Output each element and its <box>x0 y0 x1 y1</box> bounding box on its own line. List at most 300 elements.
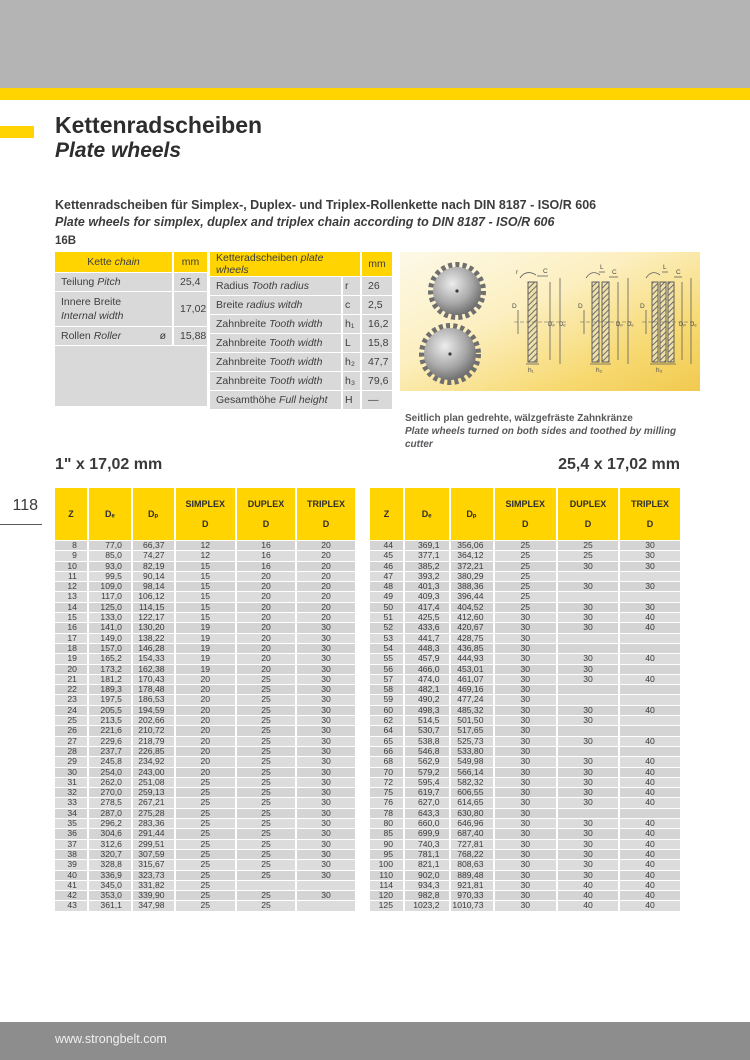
svg-text:L: L <box>600 264 604 271</box>
col-header-simplex: SIMPLEX D <box>495 488 557 540</box>
table-row <box>55 603 355 612</box>
table-cell: 30 <box>495 613 557 622</box>
table-cell: 25 <box>237 737 295 746</box>
table-cell: 30 <box>297 695 355 704</box>
page-title-en: Plate wheels <box>55 139 182 162</box>
table-row <box>55 726 355 735</box>
table-cell: 20 <box>237 582 295 591</box>
table-cell: 643,3 <box>405 809 449 818</box>
table-cell: 30 <box>495 644 557 653</box>
table-cell: 25 <box>558 551 618 560</box>
table-cell: 970,33 <box>451 891 493 900</box>
table-cell: 58 <box>370 685 403 694</box>
table-cell: 25 <box>176 788 235 797</box>
table-row <box>370 737 680 746</box>
table-row <box>370 675 680 684</box>
table-cell: 15 <box>176 562 235 571</box>
table-cell: 34 <box>55 809 87 818</box>
table-cell: 31 <box>55 778 87 787</box>
table-cell: 25 <box>176 778 235 787</box>
table-cell: 251,08 <box>133 778 174 787</box>
table-row <box>55 327 207 345</box>
table-row <box>370 809 680 818</box>
table-cell: 80 <box>370 819 403 828</box>
table-row <box>370 706 680 715</box>
table-cell: 345,0 <box>89 881 131 890</box>
table-cell: 30 <box>495 665 557 674</box>
table-cell: 229,6 <box>89 737 131 746</box>
col-header-triplex: TRIPLEX D <box>620 488 680 540</box>
spec-value: 25,4 <box>174 273 207 291</box>
table-row <box>370 603 680 612</box>
table-cell: 40 <box>620 891 680 900</box>
section-title-left: 1" x 17,02 mm <box>55 456 163 473</box>
table-cell: 477,24 <box>451 695 493 704</box>
table-cell: 30 <box>495 881 557 890</box>
table-cell: 562,9 <box>405 757 449 766</box>
table-cell: 149,0 <box>89 634 131 643</box>
table-cell: 20 <box>297 582 355 591</box>
table-row <box>370 788 680 797</box>
table-cell: 33 <box>55 798 87 807</box>
table-row <box>370 613 680 622</box>
table-cell: 20 <box>55 665 87 674</box>
spec-symbol: h₃ <box>343 372 360 390</box>
table-cell: 30 <box>495 860 557 869</box>
table-row <box>370 768 680 777</box>
table-cell: 170,43 <box>133 675 174 684</box>
table-cell: 20 <box>237 592 295 601</box>
spec-label: Radius Tooth radius <box>210 277 341 295</box>
table-cell: 14 <box>55 603 87 612</box>
table-row <box>55 788 355 797</box>
table-cell: 30 <box>558 716 618 725</box>
col-header-z: Z <box>55 488 87 540</box>
table-cell: 57 <box>370 675 403 684</box>
table-row <box>370 623 680 632</box>
table-row <box>370 901 680 910</box>
table-cell: 40 <box>620 860 680 869</box>
table-cell: 614,65 <box>451 798 493 807</box>
table-cell: 699,9 <box>405 829 449 838</box>
table-cell: 448,3 <box>405 644 449 653</box>
col-header-z: Z <box>370 488 403 540</box>
spec-label: Zahnbreite Tooth width <box>210 315 341 333</box>
figure-caption-en: Plate wheels turned on both sides and toothed by milling cutter <box>405 426 677 450</box>
table-cell: 30 <box>297 788 355 797</box>
table-cell: 20 <box>237 654 295 663</box>
table-cell: 982,8 <box>405 891 449 900</box>
col-header-duplex: DUPLEX D <box>558 488 618 540</box>
table-row <box>55 768 355 777</box>
table-cell: 727,81 <box>451 840 493 849</box>
table-cell: 125,0 <box>89 603 131 612</box>
table-cell: 205,5 <box>89 706 131 715</box>
table-cell: 32 <box>55 788 87 797</box>
table-cell: 347,98 <box>133 901 174 910</box>
table-cell: 40 <box>620 675 680 684</box>
table-cell: 60 <box>370 706 403 715</box>
table-cell: 30 <box>297 850 355 859</box>
table-cell: 25 <box>176 829 235 838</box>
table-cell: 133,0 <box>89 613 131 622</box>
table-cell: 38 <box>55 850 87 859</box>
table-cell: 40 <box>620 901 680 910</box>
table-cell: 95 <box>370 850 403 859</box>
table-cell: 25 <box>176 850 235 859</box>
table-row <box>55 623 355 632</box>
table-cell: 42 <box>55 891 87 900</box>
table-cell: 30 <box>495 809 557 818</box>
table-row <box>370 757 680 766</box>
table-cell: 30 <box>558 562 618 571</box>
table-cell: 40 <box>620 757 680 766</box>
table-cell: 30 <box>495 901 557 910</box>
wheel-spec-table <box>208 251 394 410</box>
table-cell <box>558 685 618 694</box>
table-cell: 49 <box>370 592 403 601</box>
table-cell: 821,1 <box>405 860 449 869</box>
table-cell <box>620 665 680 674</box>
table-row <box>55 582 355 591</box>
spec-value: 26 <box>362 277 392 295</box>
table-row <box>370 840 680 849</box>
table-cell: 28 <box>55 747 87 756</box>
table-cell: 517,65 <box>451 726 493 735</box>
table-row <box>55 809 355 818</box>
table-cell: 582,32 <box>451 778 493 787</box>
table-cell: 30 <box>297 634 355 643</box>
table-cell: 25 <box>237 850 295 859</box>
table-cell: 53 <box>370 634 403 643</box>
table-cell: 20 <box>297 572 355 581</box>
table-cell: 356,06 <box>451 541 493 550</box>
table-cell: 25 <box>495 541 557 550</box>
table-cell: 30 <box>297 829 355 838</box>
page-title-de: Kettenradscheiben <box>55 112 263 138</box>
table-row <box>370 716 680 725</box>
table-cell: 40 <box>620 768 680 777</box>
table-cell: 24 <box>55 706 87 715</box>
table-cell: 20 <box>176 726 235 735</box>
table-cell: 30 <box>297 665 355 674</box>
table-cell: 25 <box>237 726 295 735</box>
table-cell: 20 <box>176 737 235 746</box>
table-cell: 93,0 <box>89 562 131 571</box>
table-cell: 466,0 <box>405 665 449 674</box>
table-cell: 48 <box>370 582 403 591</box>
table-cell: 393,2 <box>405 572 449 581</box>
table-cell: 221,6 <box>89 726 131 735</box>
chain-size-code: 16B <box>55 235 77 247</box>
table-cell: 30 <box>297 891 355 900</box>
table-cell: 100 <box>370 860 403 869</box>
table-cell: 30 <box>297 623 355 632</box>
table-cell: 90,14 <box>133 572 174 581</box>
table-cell <box>620 747 680 756</box>
table-cell <box>620 716 680 725</box>
table-cell <box>620 726 680 735</box>
table-cell: 15 <box>55 613 87 622</box>
table-cell: 25 <box>558 541 618 550</box>
table-cell: 25 <box>237 798 295 807</box>
table-row <box>55 592 355 601</box>
table-row <box>370 726 680 735</box>
table-cell: 40 <box>620 850 680 859</box>
table-cell: 30 <box>558 582 618 591</box>
table-cell: 30 <box>297 819 355 828</box>
table-cell: 30 <box>558 665 618 674</box>
table-cell: 30 <box>558 623 618 632</box>
footer-band <box>0 1022 750 1060</box>
svg-text:C: C <box>676 269 681 276</box>
table-cell: 30 <box>558 737 618 746</box>
table-cell: 30 <box>495 675 557 684</box>
table-cell: 25 <box>237 860 295 869</box>
table-row <box>55 654 355 663</box>
table-cell: 453,01 <box>451 665 493 674</box>
svg-text:D: D <box>512 303 517 310</box>
table-cell: 1023,2 <box>405 901 449 910</box>
table-cell: 66 <box>370 747 403 756</box>
table-cell: 106,12 <box>133 592 174 601</box>
svg-text:Dₚ: Dₚ <box>679 322 686 328</box>
wheel-title-en: plate wheels <box>216 252 324 276</box>
col-header-duplex: DUPLEX D <box>237 488 295 540</box>
table-cell: 409,3 <box>405 592 449 601</box>
table-row <box>55 346 207 406</box>
table-cell: 162,38 <box>133 665 174 674</box>
table-cell: 30 <box>297 768 355 777</box>
table-cell: 44 <box>370 541 403 550</box>
table-cell: 364,12 <box>451 551 493 560</box>
dimension-table-left <box>53 487 357 912</box>
svg-text:Dₑ: Dₑ <box>690 322 697 328</box>
spec-value: 17,02 <box>174 292 207 326</box>
table-cell: 336,9 <box>89 871 131 880</box>
table-cell: 11 <box>55 572 87 581</box>
table-cell: 619,7 <box>405 788 449 797</box>
table-cell: 30 <box>558 840 618 849</box>
table-cell: 39 <box>55 860 87 869</box>
table-cell: 19 <box>176 634 235 643</box>
table-cell: 18 <box>55 644 87 653</box>
table-cell: 25 <box>495 603 557 612</box>
spec-value: 15,88 <box>174 327 207 345</box>
table-cell: 30 <box>620 582 680 591</box>
triplex-drawing <box>640 264 697 374</box>
table-cell: 70 <box>370 768 403 777</box>
table-row <box>55 850 355 859</box>
table-cell: 30 <box>620 551 680 560</box>
table-cell: 401,3 <box>405 582 449 591</box>
table-cell: 20 <box>297 613 355 622</box>
table-cell: 186,53 <box>133 695 174 704</box>
table-cell: 72 <box>370 778 403 787</box>
table-cell: 30 <box>297 840 355 849</box>
table-cell: 20 <box>176 716 235 725</box>
table-row <box>370 685 680 694</box>
spec-value: 79,6 <box>362 372 392 390</box>
spec-symbol: c <box>343 296 360 314</box>
table-cell: 40 <box>620 798 680 807</box>
table-cell: 30 <box>558 798 618 807</box>
table-cell: 372,21 <box>451 562 493 571</box>
table-cell: 47 <box>370 572 403 581</box>
table-cell: 40 <box>620 654 680 663</box>
svg-text:Dₚ: Dₚ <box>616 322 623 328</box>
table-cell: 12 <box>176 541 235 550</box>
intro-text <box>55 197 596 231</box>
table-cell: 30 <box>558 654 618 663</box>
table-header-row <box>55 252 207 272</box>
table-cell: 25 <box>237 901 295 910</box>
spec-label: Gesamthöhe Full height <box>210 391 341 409</box>
table-cell: 283,36 <box>133 819 174 828</box>
table-row <box>55 737 355 746</box>
table-cell: 125 <box>370 901 403 910</box>
table-cell: 40 <box>620 778 680 787</box>
table-cell: 25 <box>495 592 557 601</box>
table-cell: 46 <box>370 562 403 571</box>
table-cell: 30 <box>297 809 355 818</box>
table-row <box>55 695 355 704</box>
table-cell: 25 <box>176 860 235 869</box>
table-cell: 30 <box>297 654 355 663</box>
table-cell: 90 <box>370 840 403 849</box>
table-cell: 417,4 <box>405 603 449 612</box>
table-cell: 30 <box>297 757 355 766</box>
spec-value: — <box>362 391 392 409</box>
table-cell: 16 <box>237 541 295 550</box>
table-cell: 369,1 <box>405 541 449 550</box>
table-cell: 30 <box>495 737 557 746</box>
table-cell: 66,37 <box>133 541 174 550</box>
table-cell: 19 <box>176 654 235 663</box>
table-cell: 30 <box>297 747 355 756</box>
table-cell: 323,73 <box>133 871 174 880</box>
table-cell: 262,0 <box>89 778 131 787</box>
col-header-dp: Dₚ <box>133 488 174 540</box>
sprocket-photo-bottom <box>422 326 478 382</box>
table-cell: 30 <box>558 819 618 828</box>
table-row <box>55 798 355 807</box>
table-cell: 25 <box>237 871 295 880</box>
table-cell: 25 <box>237 716 295 725</box>
figure-caption-de: Seitlich plan gedrehte, wälzgefräste Zahnkränze <box>405 413 633 424</box>
table-cell: 30 <box>495 891 557 900</box>
dimension-table-right <box>368 487 682 912</box>
table-cell: 25 <box>237 778 295 787</box>
table-cell: 30 <box>558 778 618 787</box>
table-cell <box>558 634 618 643</box>
table-row <box>370 582 680 591</box>
table-cell: 110 <box>370 871 403 880</box>
table-cell: 474,0 <box>405 675 449 684</box>
table-header-row <box>210 252 392 276</box>
table-cell: 30 <box>495 778 557 787</box>
table-cell: 56 <box>370 665 403 674</box>
title-accent-bar <box>0 126 34 138</box>
table-cell: 19 <box>176 623 235 632</box>
table-cell: 40 <box>558 881 618 890</box>
table-cell: 25 <box>176 881 235 890</box>
spec-label: Innere Breite Internal width <box>55 292 172 326</box>
table-cell: 26 <box>55 726 87 735</box>
spec-value: 2,5 <box>362 296 392 314</box>
table-cell: 385,2 <box>405 562 449 571</box>
table-cell: 275,28 <box>133 809 174 818</box>
svg-text:Dₑ: Dₑ <box>559 322 566 328</box>
table-cell: 30 <box>558 706 618 715</box>
table-cell: 533,80 <box>451 747 493 756</box>
table-cell: 25 <box>237 809 295 818</box>
table-cell <box>558 809 618 818</box>
table-cell: 213,5 <box>89 716 131 725</box>
table-cell: 202,66 <box>133 716 174 725</box>
svg-text:C: C <box>543 268 548 275</box>
simplex-drawing <box>512 268 566 374</box>
table-row <box>210 372 392 390</box>
table-cell <box>558 726 618 735</box>
table-cell <box>558 572 618 581</box>
table-cell: 82,19 <box>133 562 174 571</box>
table-cell: 20 <box>176 695 235 704</box>
table-cell: 30 <box>495 716 557 725</box>
table-cell: 781,1 <box>405 850 449 859</box>
table-row <box>55 829 355 838</box>
table-cell: 30 <box>297 685 355 694</box>
table-cell: 25 <box>237 706 295 715</box>
svg-text:h₂: h₂ <box>596 367 603 374</box>
table-cell: 178,48 <box>133 685 174 694</box>
spec-label: Teilung Pitch <box>55 273 172 291</box>
table-row <box>55 685 355 694</box>
table-row <box>55 675 355 684</box>
table-cell: 165,2 <box>89 654 131 663</box>
table-cell: 40 <box>55 871 87 880</box>
table-cell: 10 <box>55 562 87 571</box>
table-cell: 20 <box>297 592 355 601</box>
svg-text:h₃: h₃ <box>656 367 663 374</box>
table-cell: 30 <box>558 860 618 869</box>
table-cell: 25 <box>176 840 235 849</box>
table-cell: 19 <box>55 654 87 663</box>
spec-symbol: h₁ <box>343 315 360 333</box>
table-cell: 20 <box>237 665 295 674</box>
table-cell: 52 <box>370 623 403 632</box>
table-cell: 312,6 <box>89 840 131 849</box>
table-row <box>55 716 355 725</box>
table-cell: 114,15 <box>133 603 174 612</box>
table-cell: 30 <box>495 829 557 838</box>
table-cell: 315,67 <box>133 860 174 869</box>
table-row <box>55 644 355 653</box>
table-cell: 9 <box>55 551 87 560</box>
table-cell: 13 <box>55 592 87 601</box>
table-cell: 30 <box>297 798 355 807</box>
table-row <box>370 881 680 890</box>
table-cell: 25 <box>495 551 557 560</box>
spec-value: 16,2 <box>362 315 392 333</box>
table-cell: 606,55 <box>451 788 493 797</box>
table-cell: 660,0 <box>405 819 449 828</box>
table-cell: 173,2 <box>89 665 131 674</box>
svg-text:L: L <box>663 264 667 271</box>
spec-label: Zahnbreite Tooth width <box>210 372 341 390</box>
table-cell: 138,22 <box>133 634 174 643</box>
table-cell: 498,3 <box>405 706 449 715</box>
